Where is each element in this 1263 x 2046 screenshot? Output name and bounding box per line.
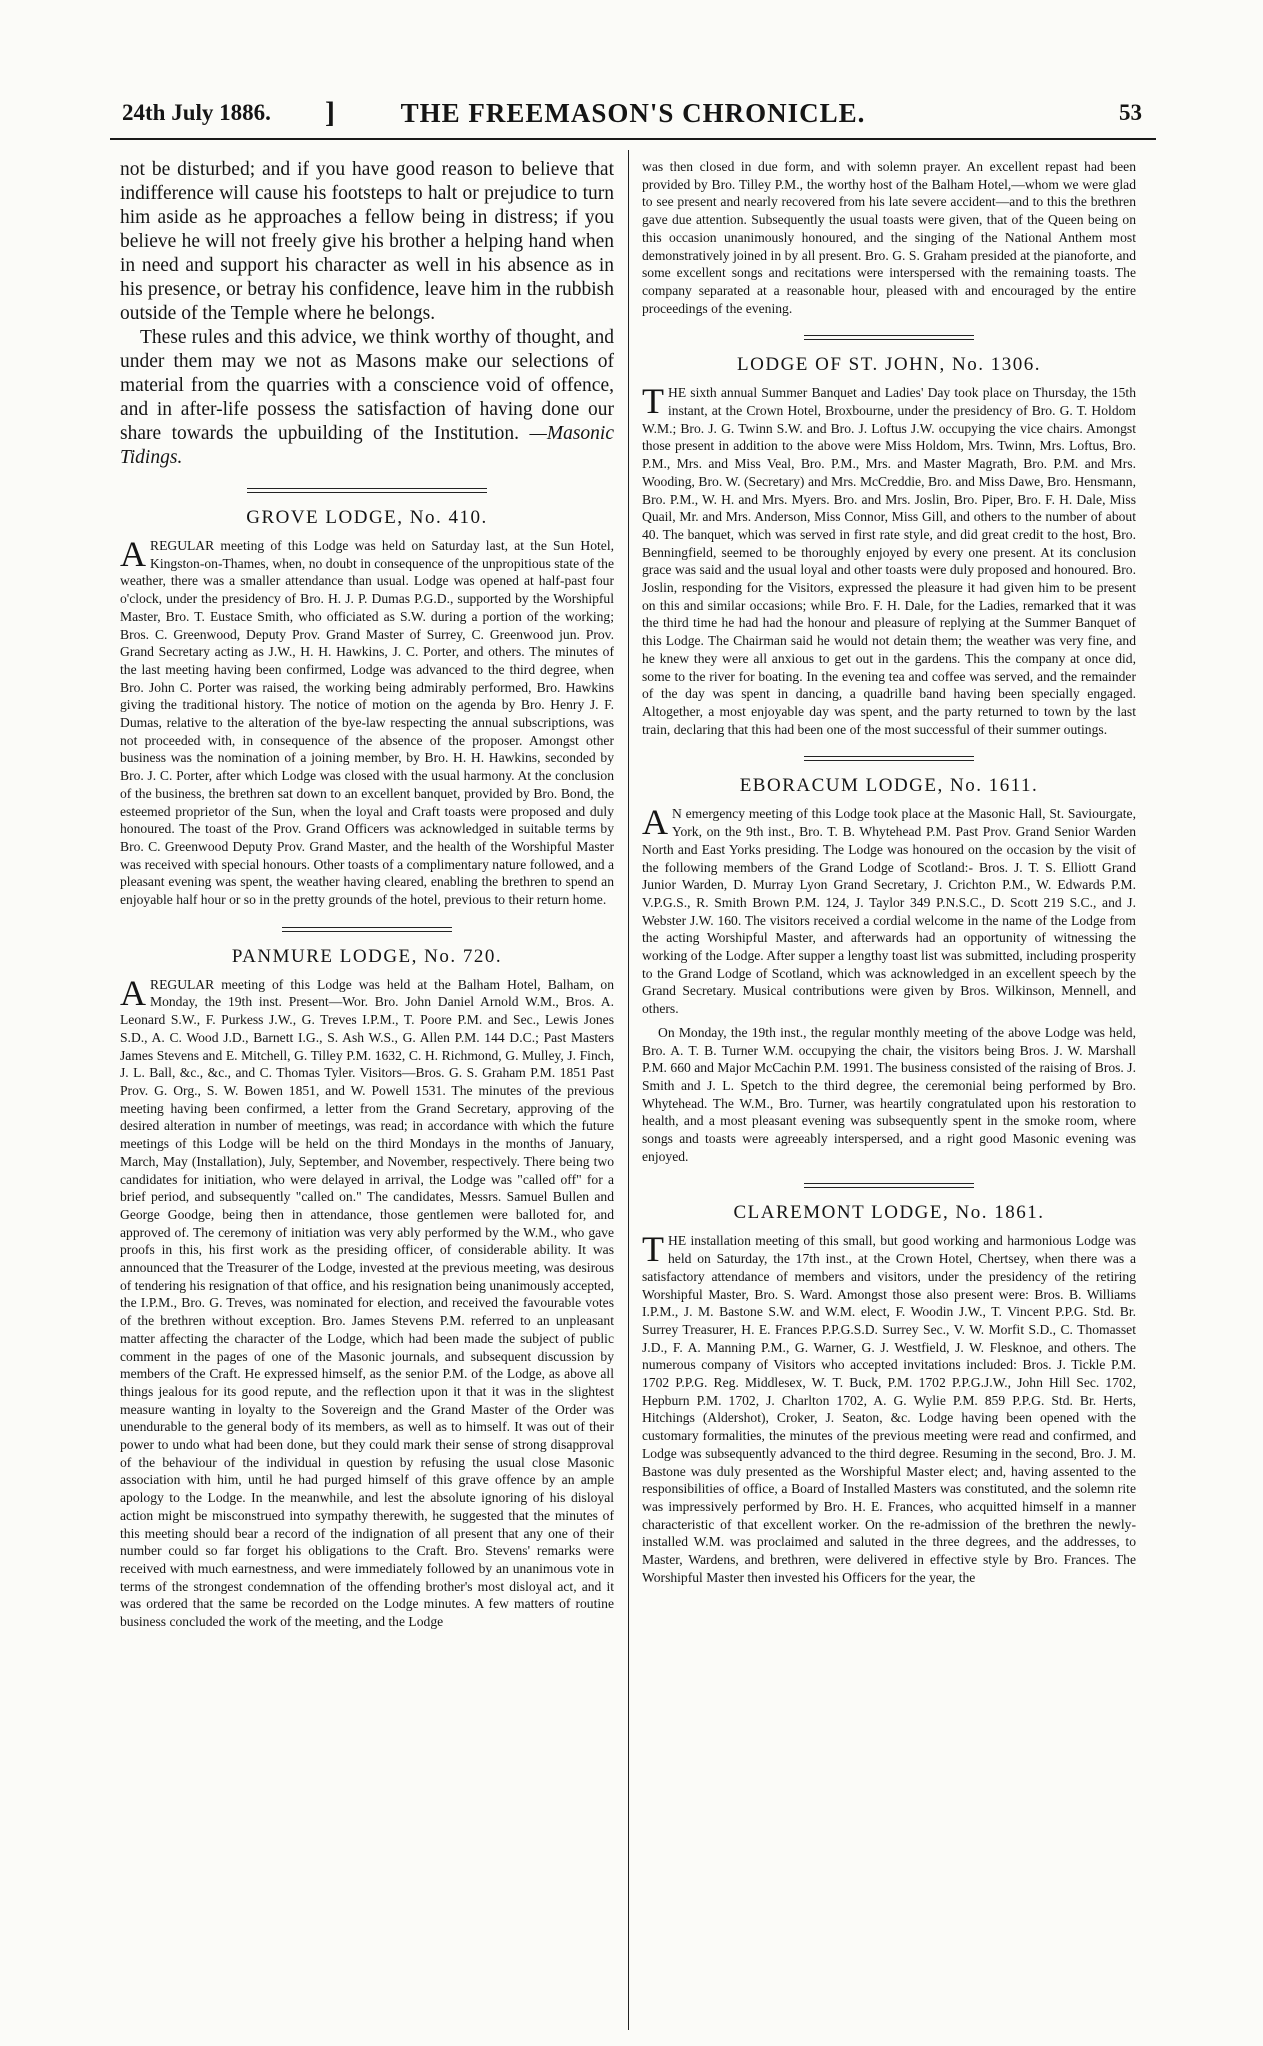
header-bracket: ] [325,96,335,129]
eboracum-lodge-heading: EBORACUM LODGE, No. 1611. [739,775,1039,797]
st-john-lodge-heading: LODGE OF ST. JOHN, No. 1306. [737,354,1041,376]
intro-paragraph-1: not be disturbed; and if you have good reason to believe that indifference will cause his footsteps to halt or prejudice to turn him aside as he approaches a fellow being in distress; if you believe he will not freely give his brother a helping hand when in need and support his character as well in his absence as in his presence, or betray his confidence, leave him in the rubbish outside of the Temple where he belongs. [120,159,614,324]
section-rule [247,488,487,493]
claremont-lodge-article [642,1229,1136,1586]
st-john-lodge-text: HE sixth annual Summer Banquet and Ladies' Day took place on Thursday, the 15th instant, at the Crown Hotel, Broxbourne, under the presidency of Bro. G. T. Holdom W.M.; Bro. J. G. Twinn S.W. and Bro. J. Loftus J.W. occupying the vice chairs. Amongst those present in addition to the above were Miss Holdom, Mrs. Twinn, Mrs. Loftus, Bro. P.M., Mrs. and Miss Veal, Bro. P.M., Mrs. and Master Magrath, Bro. P.M. and Mrs. Wooding, Bro. W. (Secretary) and Mrs. McCreddie, Bro. and Miss Dawe, Bro. Hensmann, Bro. P.M., W. H. and Mrs. Myers. Bro. and Mrs. Joslin, Bro. Piper, Bro. F. H. Dale, Miss Quail, Mr. and Mrs. Anderson, Miss Connor, Miss Gill, and others to the number of about 40. The banquet, which was served in first rate style, and did great credit to the host, Bro. Benningfield, seemed to be thoroughly enjoyed by every one present. At its conclusion grace was said and the usual loyal and other toasts were duly proposed and honoured. Bro. Joslin, responding for the Visitors, expressed the pleasure it had given him to be present on this and similar occasions; while Bro. F. H. Dale, for the Ladies, remarked that it was the third time he had had the honour and pleasure of replying at the Summer Banquet of this Lodge. The Chairman said he would not detain them; the weather was very fine, and he knew they were all anxious to get out in the gardens. This the company at once did, some to the river for boating. In the evening tea and coffee was served, and the remainder of the day was spent in dancing, a quadrille band having been specially engaged. Altogether, a most enjoyable day was spent, and the party returned to town by the last train, declaring that this had been one of the most successful of their summer outings. [642,385,1136,737]
grove-lodge-text: REGULAR meeting of this Lodge was held on Saturday last, at the Sun Hotel, Kingston-on-Thames, when, no doubt in consequence of the unpropitious state of the weather, there was a smaller attendance than usual. Lodge was opened at half-past four o'clock, under the presidency of Bro. H. J. P. Dumas P.G.D., supported by the Worshipful Master, Bro. T. Eustace Smith, who officiated as S.W. during a portion of the working; Bros. C. Greenwood, Deputy Prov. Grand Master of Surrey, C. Greenwood jun. Prov. Grand Secretary acting as J.W., H. H. Hawkins, J. C. Porter, and others. The minutes of the last meeting having been confirmed, Lodge was advanced to the third degree, when Bro. John C. Porter was raised, the working being admirably performed, Bro. Hawkins giving the traditional history. The notice of motion on the agenda by Bro. Henry J. F. Dumas, relative to the alteration of the bye-law respecting the annual subscriptions, was not proceeded with, in consequence of the absence of the proposer. Amongst other business was the nomination of a joining member, by Bro. H. H. Hawkins, seconded by Bro. J. C. Porter, after which Lodge was closed with the usual harmony. At the conclusion of the business, the brethren sat down to an excellent banquet, provided by Bro. Bond, the esteemed proprietor of the Sun, when the loyal and Craft toasts were proposed and duly honoured. The toast of the Prov. Grand Officers was acknowledged in suitable terms by Bro. C. Greenwood Deputy Prov. Grand Master, and the health of the Worshipful Master was received with special honours. Other toasts of a complimentary nature followed, and a pleasant evening was spent, the weather having cleared, enabling the brethren to spend an enjoyable half hour or so in the pretty grounds of the hotel, previous to their return home. [120,538,614,908]
drop-cap: T [642,1229,664,1270]
eboracum-lodge-text-2: On Monday, the 19th inst., the regular monthly meeting of the above Lodge was held, Bro. A. T. B. Turner W.M. occupying the chair, the visitors being Bros. J. W. Marshall P.M. 660 and Major McCachin P.M. 1991. The business consisted of the raising of Bros. J. Smith and J. L. Spetch to the third degree, the ceremonial being performed by Bro. Whytehead. The W.M., Bro. Turner, was heartily congratulated upon his restoration to health, and a most pleasant evening was subsequently spent in the smoke room, where songs and toasts were agreeably interspersed, and a right good Masonic evening was enjoyed. [642,1024,1136,1164]
drop-cap: A [120,534,146,574]
st-john-lodge-article [642,381,1136,738]
eboracum-lodge-article [642,802,1136,1017]
intro-paragraph-2 [120,326,614,470]
panmure-lodge-text: REGULAR meeting of this Lodge was held at the Balham Hotel, Balham, on Monday, the 19th inst. Present—Wor. Bro. John Daniel Arnold W.M., Bros. A. Leonard S.W., F. Purkess J.W., G. Treves I.P.M., T. Poore P.M. and Sec., Lewis Jones S.D., A. C. Wood J.D., Barnett I.G., S. Ash W.S., G. Allen P.M. 144 D.C.; Past Masters James Stevens and E. Mitchell, G. Tilley P.M. 1632, C. H. Richmond, G. Mulley, J. Finch, J. L. Ball, &c., &c., and C. Thomas Tyler. Visitors—Bros. G. S. Graham P.M. 1851 Past Prov. G. Org., S. W. Bowen 1851, and W. Powell 1531. The minutes of the previous meeting having been confirmed, a letter from the Grand Secretary, approving of the desired alteration in number of meetings, was read; in accordance with which the future meetings of this Lodge will be held on the third Mondays in the months of January, March, May (Installation), July, September, and November, respectively. There being two candidates for initiation, who were delayed in arrival, the Lodge was "called off" for a brief period, and subsequently "called on." The candidates, Messrs. Samuel Bullen and George Goodge, being then in attendance, those gentlemen were balloted for, and approved of. The ceremony of initiation was very ably performed by the W.M., who gave proofs in this, his first work as the presiding officer, of considerable ability. It was announced that the Treasurer of the Lodge, invested at the previous meeting, was desirous of tendering his resignation of that office, and his resignation being unanimously accepted, the I.P.M., Bro. G. Treves, was nominated for election, and received the favourable votes of the brethren without exception. Bro. James Stevens P.M. referred to an unpleasant matter affecting the character of the Lodge, which had been made the subject of public comment in the pages of one of the Masonic journals, and subsequent discussion by members of the Craft. He expressed himself, as the senior P.M. of the Lodge, as above all things jealous for its good repute, and the reflection upon it that it was in the slightest measure wanting in loyalty to the Sovereign and the Grand Master of the Order was unendurable to the general body of its members, as well as to himself. It was out of their power to undo what had been done, but they could mark their sense of strong disapproval of the behaviour of the individual in question by refusing the usual close Masonic association with him, until he had purged himself of this grave offence by an ample apology to the Lodge. In the meanwhile, and lest the absolute ignoring of his disloyal action might be misconstrued into sympathy therewith, he suggested that the minutes of this meeting should bear a record of the indignation of all present that any one of their number could so far forget his obligations to the Craft. Bro. Stevens' remarks were received with much earnestness, and were immediately followed by an unanimous vote in terms of the strongest condemnation of the offending brother's most disloyal act, and it was ordered that the same be recorded on the Lodge minutes. A few matters of routine business concluded the work of the meeting, and the Lodge [120,976,614,1630]
page-number: 53 [1119,100,1142,125]
drop-cap: A [642,802,668,843]
section-rule [282,927,452,932]
eboracum-lodge-text-1: N emergency meeting of this Lodge took place at the Masonic Hall, St. Saviourgate, York, on the 9th inst., Bro. T. B. Whytehead P.M. Past Prov. Grand Senior Warden North and East Yorks presiding. The Lodge was honoured on the occasion by the visit of the following members of the Grand Lodge of Scotland:- Bros. J. T. S. Elliott Grand Junior Warden, D. Murray Lyon Grand Secretary, J. Crichton P.M., W. Edwards P.M. V.P.G.S., R. Smith Brown P.M. 124, J. Taylor 349 P.N.S.C., D. Scott 219 S.C., and J. Webster J.W. 160. The visitors received a cordial welcome in the name of the Lodge from the acting Worshipful Master, and afterwards had an opportunity of witnessing the working of the Lodge. After supper a lengthy toast list was submitted, including prosperity to the Grand Lodge of Scotland, which was acknowledged in an excellent speech by the Grand Secretary. Musical contributions were given by Bros. Wilkinson, Mennell, and others. [642,806,1136,1017]
right-column [642,158,1136,1593]
claremont-lodge-heading: CLAREMONT LODGE, No. 1861. [733,1202,1045,1224]
intro-paragraph-2-text: These rules and this advice, we think worthy of thought, and under them may we not as Masons make our selections of material from the quarries with a conscience void of offence, and in after-life possess the satisfaction of having done our share towards the upbuilding of the Institution. [120,327,614,444]
issue-date: 24th July 1886. [122,100,271,125]
masthead [110,98,1156,140]
claremont-lodge-text: HE installation meeting of this small, but good working and harmonious Lodge was held on Saturday, the 17th inst., at the Crown Hotel, Chertsey, when there was a satisfactory attendance of members and visitors, under the presidency of the retiring Worshipful Master, Bro. S. Ward. Amongst those also present were: Bros. B. Williams I.P.M., J. M. Bastone S.W. and W.M. elect, F. Woodin J.W., T. Vincent P.P.G. Std. Br. Surrey Treasurer, H. E. Frances P.P.G.S.D. Surrey Sec., V. W. Morfit S.D., C. Thomasset J.D., F. A. Manning P.M., G. Warner, G. J. Westfield, J. W. Flesknoe, and others. The numerous company of Visitors who accepted invitations included: Bros. J. Tickle P.M. 1702 P.P.G. Reg. Middlesex, W. T. Buck, P.M. 1702 P.P.G.J.W., John Hill Sec. 1702, Hepburn P.M. 1702, J. Charlton 1702, A. G. Wylie P.M. 859 P.P.G. Std. Br. Herts, Hitchings (Aldershot), Croker, J. Seaton, &c. Lodge having been opened with the customary formalities, the minutes of the previous meeting were read and confirmed, and Lodge was subsequently advanced to the third degree. Resuming in the second, Bro. J. M. Bastone was duly presented as the Worshipful Master elect; and, having assented to the responsibilities of office, a Board of Installed Masters was constituted, and the solemn rite was impressively performed by Bro. H. E. Frances, who acquitted himself in a manner characteristic of that excellent worker. On the re-admission of the brethren the newly-installed W.M. was proclaimed and saluted in the three degrees, and the addresses, to Master, Wardens, and brethren, were delivered in effective style by Bro. Frances. The Worshipful Master then invested his Officers for the year, the [642,1233,1136,1585]
intro-source: —Masonic Tidings. [120,423,614,468]
panmure-lodge-continuation: was then closed in due form, and with solemn prayer. An excellent repast had been provided by Bro. Tilley P.M., the worthy host of the Balham Hotel,—whom we were glad to see present and nearly recovered from his late severe accident—and to this the brethren gave due attention. Subsequently the usual toasts were given, that of the Queen being on this occasion unanimously honoured, and the singing of the National Anthem most demonstratively joined in by all present. Bro. G. S. Graham presided at the pianoforte, and some excellent songs and recitations were interspersed with the remaining toasts. The company separated at a reasonable hour, pleased with and encouraged by the entire proceedings of the evening. [642,159,1136,316]
section-rule [804,756,974,761]
drop-cap: T [642,381,664,422]
drop-cap: A [120,972,146,1013]
panmure-lodge-article [120,972,614,1631]
section-rule [804,1183,974,1188]
panmure-lodge-heading: PANMURE LODGE, No. 720. [231,945,503,967]
column-divider [628,150,629,2030]
grove-lodge-heading: GROVE LODGE, No. 410. [246,507,488,528]
grove-lodge-article [120,534,614,909]
section-rule [804,335,974,340]
left-column [120,158,614,1637]
newspaper-title: THE FREEMASON'S CHRONICLE. [400,98,866,128]
